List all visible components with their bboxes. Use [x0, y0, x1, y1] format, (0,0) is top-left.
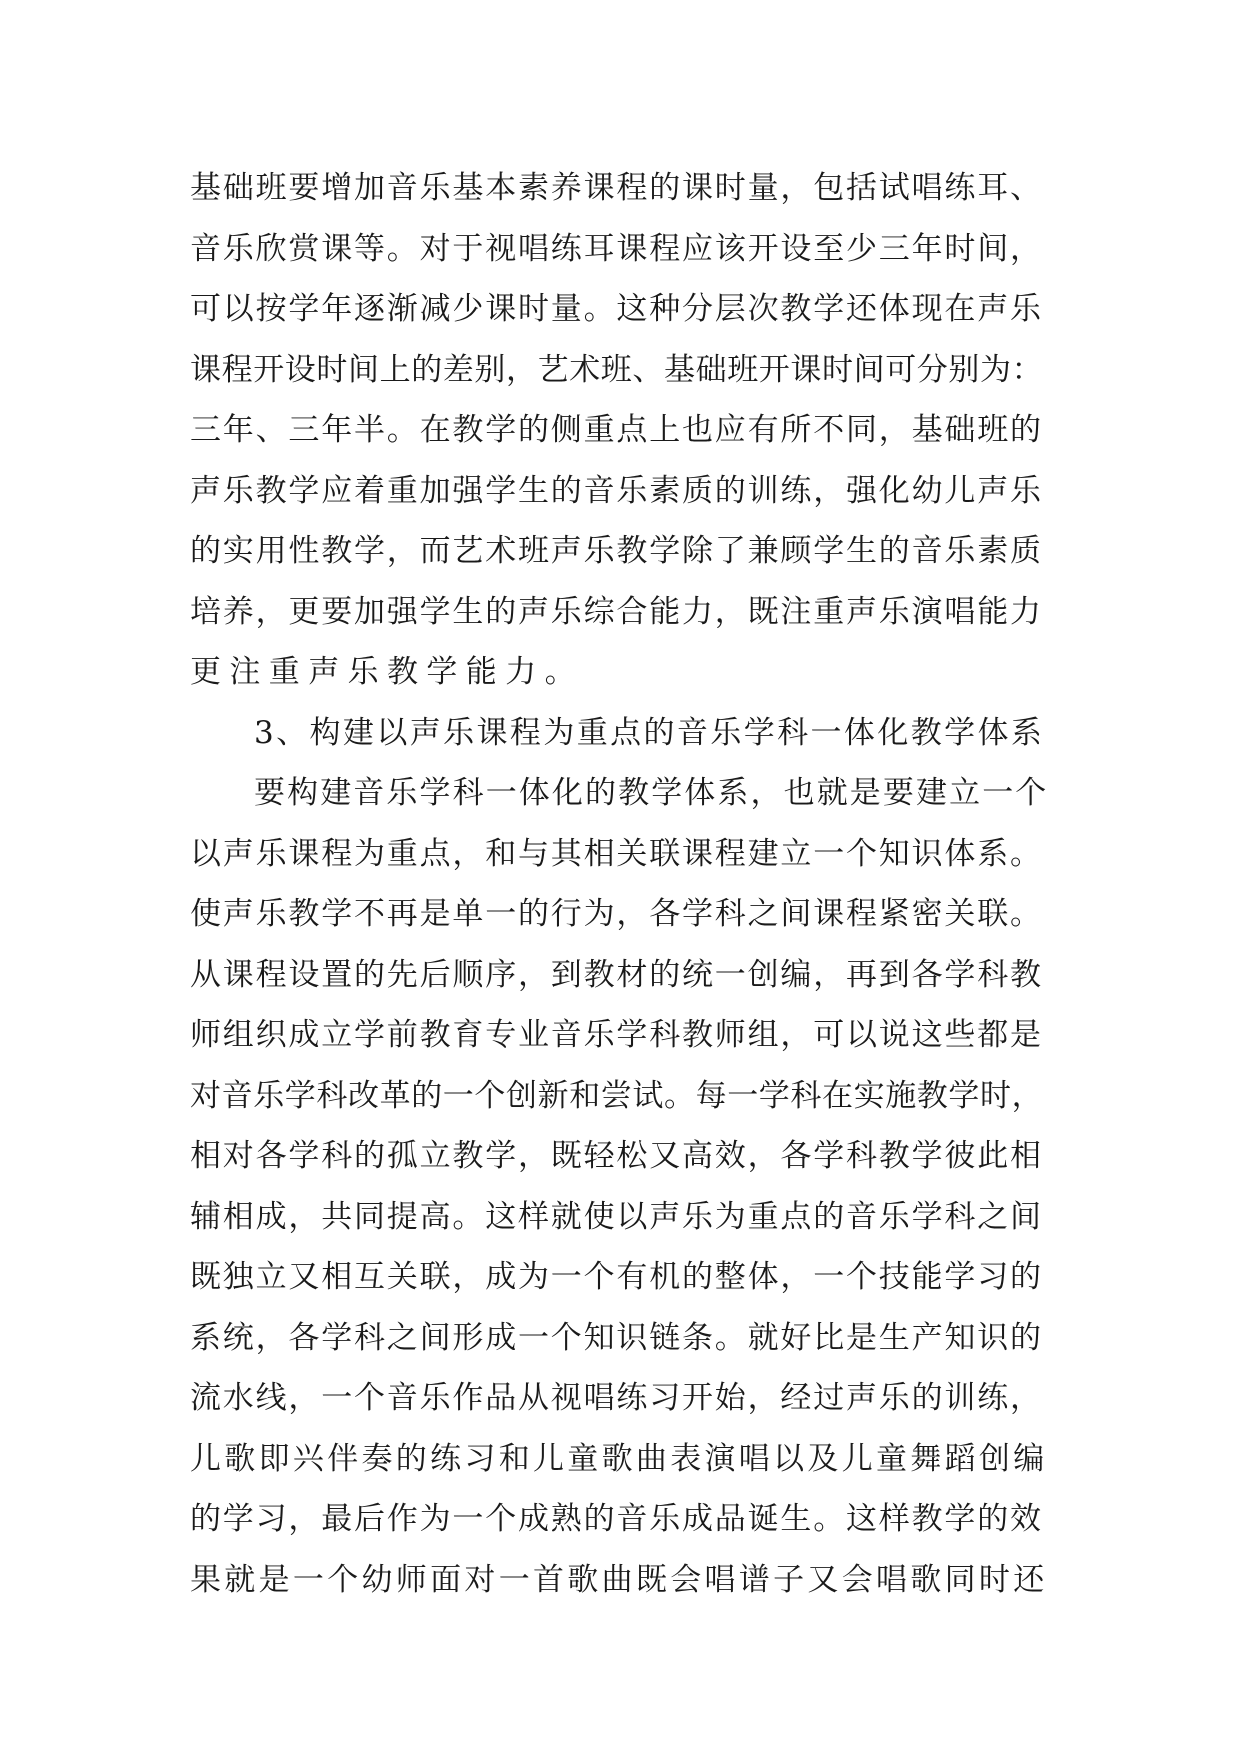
text-line: 既独立又相互关联，成为一个有机的整体，一个技能学习的 [190, 1259, 1043, 1295]
text-line: 三年、三年半。在教学的侧重点上也应有所不同，基础班的 [190, 412, 1043, 448]
text-line: 培养，更要加强学生的声乐综合能力，既注重声乐演唱能力 [190, 593, 1043, 630]
text-line: 儿歌即兴伴奏的练习和儿童歌曲表演唱以及儿童舞蹈创编 [190, 1440, 1048, 1477]
text-line: 流水线，一个音乐作品从视唱练习开始，经过声乐的训练， [190, 1380, 1043, 1416]
text-line: 的学习，最后作为一个成熟的音乐成品诞生。这样教学的效 [190, 1501, 1043, 1537]
text-line: 的实用性教学，而艺术班声乐教学除了兼顾学生的音乐素质 [190, 533, 1043, 569]
text-line: 3、构建以声乐课程为重点的音乐学科一体化教学体系 [254, 714, 1045, 751]
text-line: 相对各学科的孤立教学，既轻松又高效，各学科教学彼此相 [190, 1138, 1043, 1174]
body-text [190, 158, 1050, 1610]
text-line: 果就是一个幼师面对一首歌曲既会唱谱子又会唱歌同时还 [190, 1561, 1048, 1598]
text-line: 以声乐课程为重点，和与其相关联课程建立一个知识体系。 [190, 835, 1043, 872]
text-line: 要构建音乐学科一体化的教学体系，也就是要建立一个 [254, 775, 1049, 811]
text-line: 更注重声乐教学能力。 [190, 654, 584, 690]
text-line: 从课程设置的先后顺序，到教材的统一创编，再到各学科教 [190, 956, 1043, 993]
text-line: 可以按学年逐渐减少课时量。这种分层次教学还体现在声乐 [190, 291, 1043, 327]
text-line: 基础班要增加音乐基本素养课程的课时量，包括试唱练耳、 [190, 170, 1043, 206]
text-line: 对音乐学科改革的一个创新和尝试。每一学科在实施教学时， [190, 1077, 1044, 1114]
text-line: 系统，各学科之间形成一个知识链条。就好比是生产知识的 [190, 1319, 1043, 1356]
text-line: 课程开设时间上的差别，艺术班、基础班开课时间可分别为： [190, 351, 1044, 388]
text-line: 师组织成立学前教育专业音乐学科教师组，可以说这些都是 [190, 1017, 1043, 1053]
text-line: 使声乐教学不再是单一的行为，各学科之间课程紧密关联。 [190, 896, 1043, 932]
text-line: 音乐欣赏课等。对于视唱练耳课程应该开设至少三年时间， [190, 230, 1043, 267]
text-line: 辅相成，共同提高。这样就使以声乐为重点的音乐学科之间 [190, 1198, 1043, 1235]
text-line: 声乐教学应着重加强学生的音乐素质的训练，强化幼儿声乐 [190, 472, 1043, 509]
